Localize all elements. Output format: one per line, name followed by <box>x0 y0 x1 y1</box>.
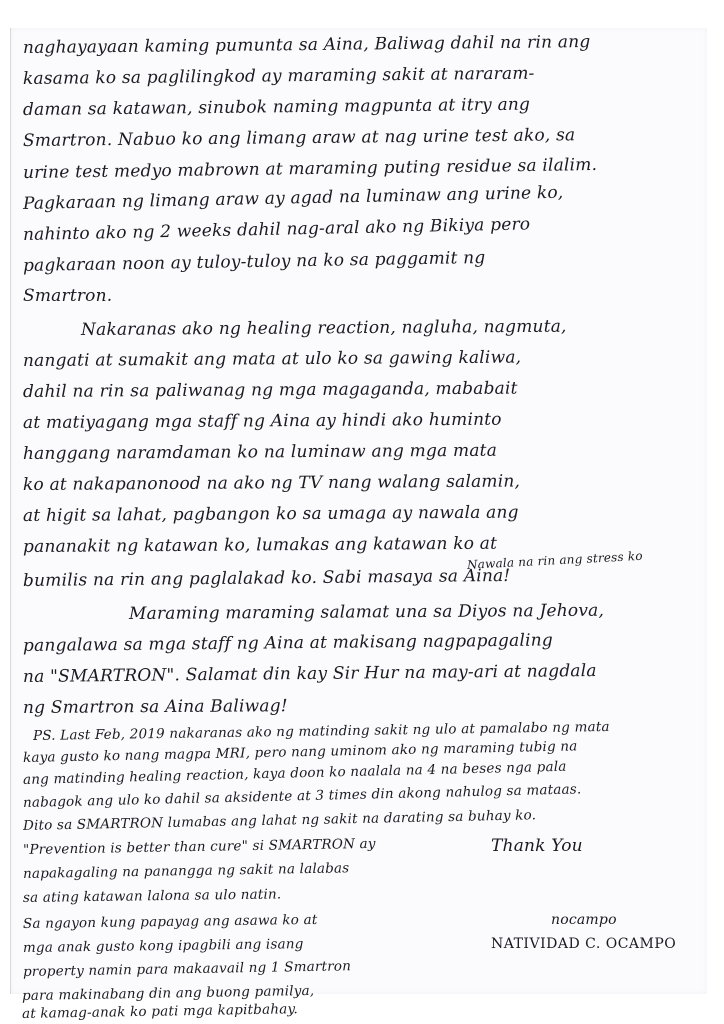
letter-line: pananakit ng katawan ko, lumakas ang katawan ko at <box>22 533 498 557</box>
postscript-line: mga anak gusto kong ipagbili ang isang <box>22 936 304 956</box>
letter-line: naghayayaan kaming pumunta sa Aina, Baliwag dahil na rin ang <box>22 32 591 58</box>
letter-line: daman sa katawan, sinubok naming magpunta at itry ang <box>22 94 531 120</box>
letter-insertion: Nawala na rin ang stress ko <box>466 548 644 572</box>
postscript-line: "Prevention is better than cure" si SMARTRON ay <box>22 835 376 858</box>
letter-line: Pagkaraan ng limang araw ay agad na luminaw ang urine ko, <box>22 182 564 214</box>
letter-line: ko at nakapanonood na ako ng TV nang walang salamin, <box>22 471 521 495</box>
postscript-line: property namin para makaavail ng 1 Smartron <box>22 958 352 980</box>
letter-line: at matiyagang mga staff ng Aina ay hindi ako huminto <box>22 409 502 433</box>
signature: nocampo <box>551 912 617 928</box>
letter-line: pangalawa sa mga staff ng Aina at makisang nagpapagaling <box>22 630 554 656</box>
postscript-line: kaya gusto ko nang magpa MRI, pero nang uminom ako ng maraming tubig na <box>22 738 578 766</box>
postscript-line: Dito sa SMARTRON lumabas ang lahat ng sakit na darating sa buhay ko. <box>22 807 537 834</box>
letter-line: Smartron. <box>23 286 113 306</box>
postscript-line: PS. Last Feb, 2019 nakaranas ako ng matinding sakit ng ulo at pamalabo ng mata <box>32 718 610 744</box>
letter-line: dahil na rin sa paliwanag ng mga magaganda, mababait <box>22 378 518 402</box>
postscript-line: Sa ngayon kung papayag ang asawa ko at <box>22 911 318 932</box>
letter-line: nahinto ako ng 2 weeks dahil nag-aral ako ng Bikiya pero <box>22 214 531 245</box>
letter-line: Smartron. Nabuo ko ang limang araw at nag urine test ako, sa <box>22 125 576 151</box>
letter-line: urine test medyo mabrown at maraming puting residue sa ilalim. <box>22 154 598 183</box>
postscript-line: sa ating katawan lalona sa ulo natin. <box>22 886 282 906</box>
letter-line: ng Smartron sa Aina Baliwag! <box>22 696 288 718</box>
letter-line: kasama ko sa paglilingkod ay maraming sakit at nararam- <box>22 63 535 89</box>
letter-line: Maraming maraming salamat una sa Diyos na Jehova, <box>128 600 605 624</box>
letter-line: bumilis na rin ang paglalakad ko. Sabi masaya sa Aina! <box>22 565 511 591</box>
letter-line: na "SMARTRON". Salamat din kay Sir Hur na may-ari at nagdala <box>22 660 597 687</box>
postscript-line: at kamag-anak ko pati mga kapitbahay. <box>21 1001 299 1022</box>
letter-line: pagkaraan noon ay tuloy-tuloy na ko sa paggamit ng <box>22 247 486 276</box>
postscript-line: napakagaling na panangga ng sakit na lalabas <box>22 860 350 882</box>
letter-line: hanggang naramdaman ko na luminaw ang mga mata <box>22 440 498 464</box>
letter-line: at higit sa lahat, pagbangon ko sa umaga ay nawala ang <box>22 502 519 526</box>
postscript-line: para makinabang din ang buong pamilya, <box>21 982 315 1004</box>
letter-line: nangati at sumakit ang mata at ulo ko sa gawing kaliwa, <box>22 347 522 371</box>
letter-line: Nakaranas ako ng healing reaction, nagluha, nagmuta, <box>80 316 567 340</box>
postscript-line: nabagok ang ulo ko dahil sa aksidente at 3 times din akong nahulog sa mataas. <box>22 781 582 811</box>
signatory-name: NATIVIDAD C. OCAMPO <box>491 936 677 952</box>
letter-page <box>10 28 707 994</box>
postscript-line: ang matinding healing reaction, kaya doon ko naalala na 4 na beses nga pala <box>22 758 567 788</box>
closing-text: Thank You <box>491 836 583 856</box>
